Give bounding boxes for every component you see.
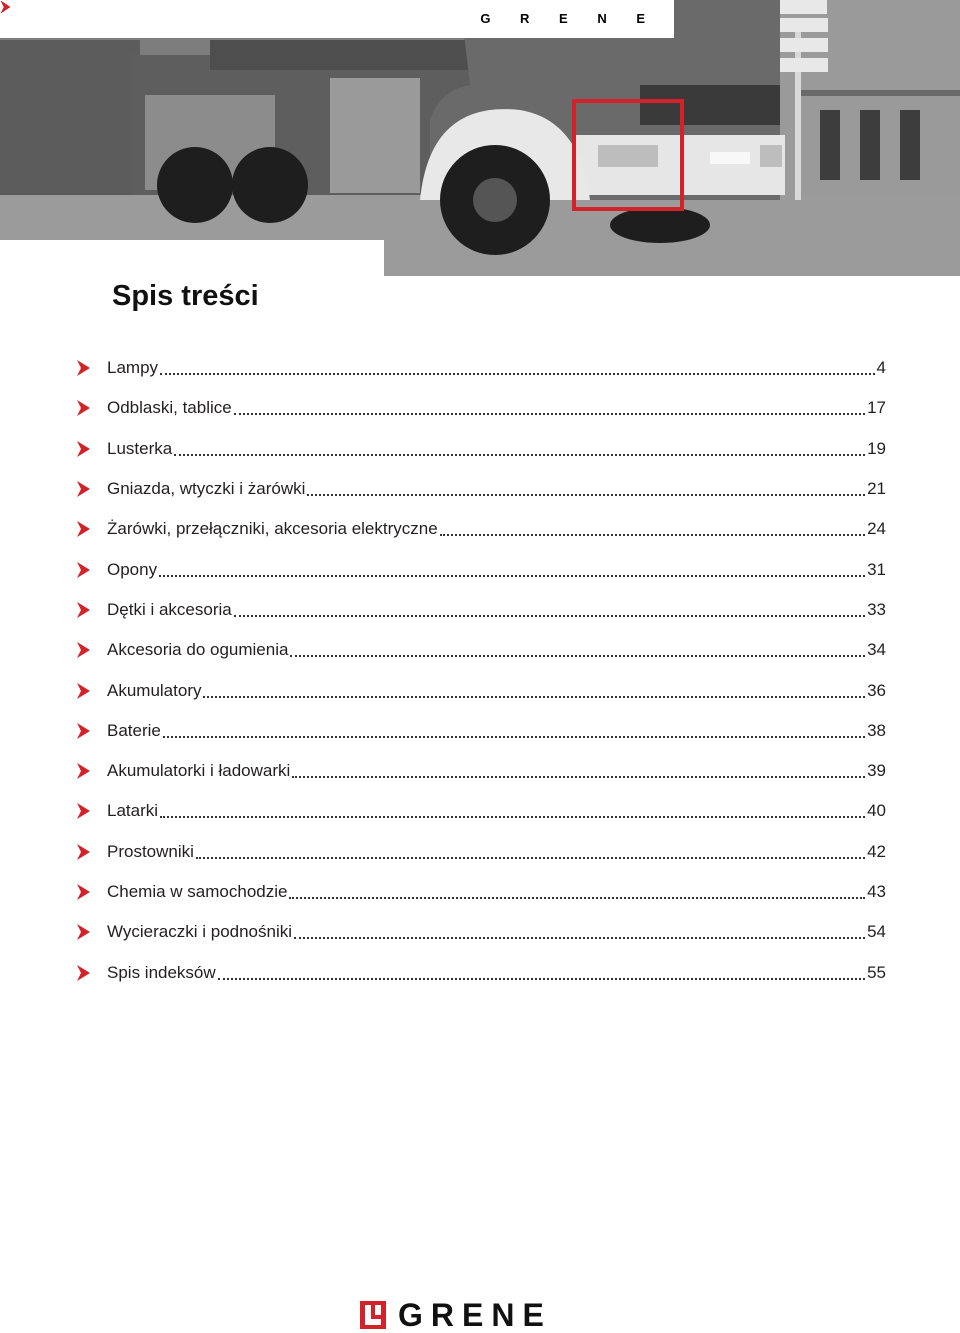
toc-entry[interactable] [76,670,886,710]
toc-leader-dots [292,776,865,778]
chevron-bullet-icon [76,599,94,621]
toc-entry-page: 31 [867,559,886,579]
toc-leader-dots [196,857,865,859]
chevron-icon [371,0,398,38]
chevron-row [20,0,533,38]
chevron-bullet-icon [76,518,94,540]
toc-entry-label: Lusterka [107,438,173,458]
road-sign [772,0,827,14]
chevron-icon [452,0,479,38]
toc-entry-label: Dętki i akcesoria [107,599,232,619]
chevron-icon [344,0,371,38]
toc-entry[interactable] [76,469,886,509]
chevron-icon [398,0,425,38]
toc-entry[interactable] [76,872,886,912]
toc-entry-label: Opony [107,559,158,579]
toc-entry-label: Lampy [107,358,159,378]
toc-entry-page: 38 [867,720,886,740]
fire-truck-photo [0,0,960,276]
toc-entry[interactable] [76,751,886,791]
chevron-bullet-icon [76,962,94,984]
header-photo [0,0,960,276]
toc-entry[interactable] [76,791,886,831]
chevron-icon [182,0,209,38]
toc-leader-dots [218,978,865,980]
toc-entry[interactable] [76,952,886,992]
toc-leader-dots [160,373,875,375]
grene-logo-icon [360,1301,386,1329]
chevron-icon [20,0,47,38]
toc-entry[interactable] [76,590,886,630]
toc-entry-label: Prostowniki [107,841,194,861]
toc-entry-label: Akumulatory [107,680,202,700]
chevron-icon [74,0,101,38]
chevron-bullet-icon [76,760,94,782]
chevron-icon [47,0,74,38]
photo-cutout [0,240,384,276]
toc-entry[interactable] [76,429,886,469]
toc-entry-label: Akcesoria do ogumienia [107,640,289,660]
toc-entry-label: Żarówki, przełączniki, akcesoria elektryczne [107,519,438,539]
chevron-icon [155,0,182,38]
chevron-bullet-icon [76,639,94,661]
toc-entry-page: 54 [867,922,886,942]
toc-entry-page: 55 [867,962,886,982]
chevron-bullet-icon [76,841,94,863]
toc-entry[interactable] [76,549,886,589]
toc-entry-page: 34 [867,640,886,660]
toc-leader-dots [294,937,865,939]
chevron-bullet-icon [76,800,94,822]
chevron-bullet-icon [76,720,94,742]
toc-leader-dots [290,655,865,657]
toc-leader-dots [203,696,865,698]
chevron-bullet-icon [76,921,94,943]
toc-entry[interactable] [76,912,886,952]
toc-entry[interactable] [76,832,886,872]
toc-leader-dots [234,615,865,617]
chevron-bullet-icon [76,559,94,581]
chevron-icon [317,0,344,38]
toc-leader-dots [234,413,865,415]
toc-entry[interactable] [76,509,886,549]
toc-leader-dots [289,897,865,899]
toc-entry-label: Gniazda, wtyczki i żarówki [107,479,306,499]
toc-entry-label: Akumulatorki i ładowarki [107,761,291,781]
chevron-icon [101,0,128,38]
toc-entry-page: 4 [876,358,886,378]
toc-entry-page: 39 [867,761,886,781]
toc-entry-label: Spis indeksów [107,962,216,982]
chevron-bullet-icon [76,397,94,419]
toc-entry-label: Chemia w samochodzie [107,882,288,901]
toc-entry-label: Baterie [107,720,161,740]
chevron-icon [263,0,290,38]
toc-entry[interactable] [76,630,886,670]
toc-leader-dots [174,454,865,456]
toc-entry-page: 33 [867,599,886,619]
toc-entry-page: 19 [867,438,886,458]
header-strip [0,0,674,38]
chevron-icon [425,0,452,38]
chevron-icon [236,0,263,38]
toc-entry-label: Wycieraczki i podnośniki [107,922,293,942]
chevron-icon [290,0,317,38]
toc-entry-page: 24 [867,519,886,539]
page-title: Spis treści [112,280,259,312]
toc-entry-page: 40 [867,801,886,821]
chevron-icon [209,0,236,38]
toc-entry-page: 17 [867,398,886,418]
toc-leader-dots [160,816,865,818]
chevron-bullet-icon [76,478,94,500]
toc-entry-label: Latarki [107,801,159,821]
header-brand: G R E N E [480,11,658,26]
chevron-icon [128,0,155,38]
toc-leader-dots [440,534,865,536]
footer-logo-text: GRENE [398,1297,552,1333]
chevron-bullet-icon [76,680,94,702]
toc-entry-label: Odblaski, tablice [107,398,232,418]
toc-leader-dots [159,575,865,577]
toc-entry-page: 42 [867,841,886,861]
toc-entry-page: 36 [867,680,886,700]
toc-leader-dots [163,736,865,738]
table-of-contents [76,348,886,993]
footer-logo [360,1297,552,1333]
toc-entry-page: 43 [867,882,886,901]
chevron-bullet-icon [76,881,94,903]
toc-entry[interactable] [76,348,886,388]
toc-entry[interactable] [76,711,886,751]
toc-entry-page: 21 [867,479,886,499]
toc-leader-dots [307,494,865,496]
chevron-bullet-icon [76,438,94,460]
chevron-bullet-icon [76,357,94,379]
toc-entry[interactable] [76,388,886,428]
